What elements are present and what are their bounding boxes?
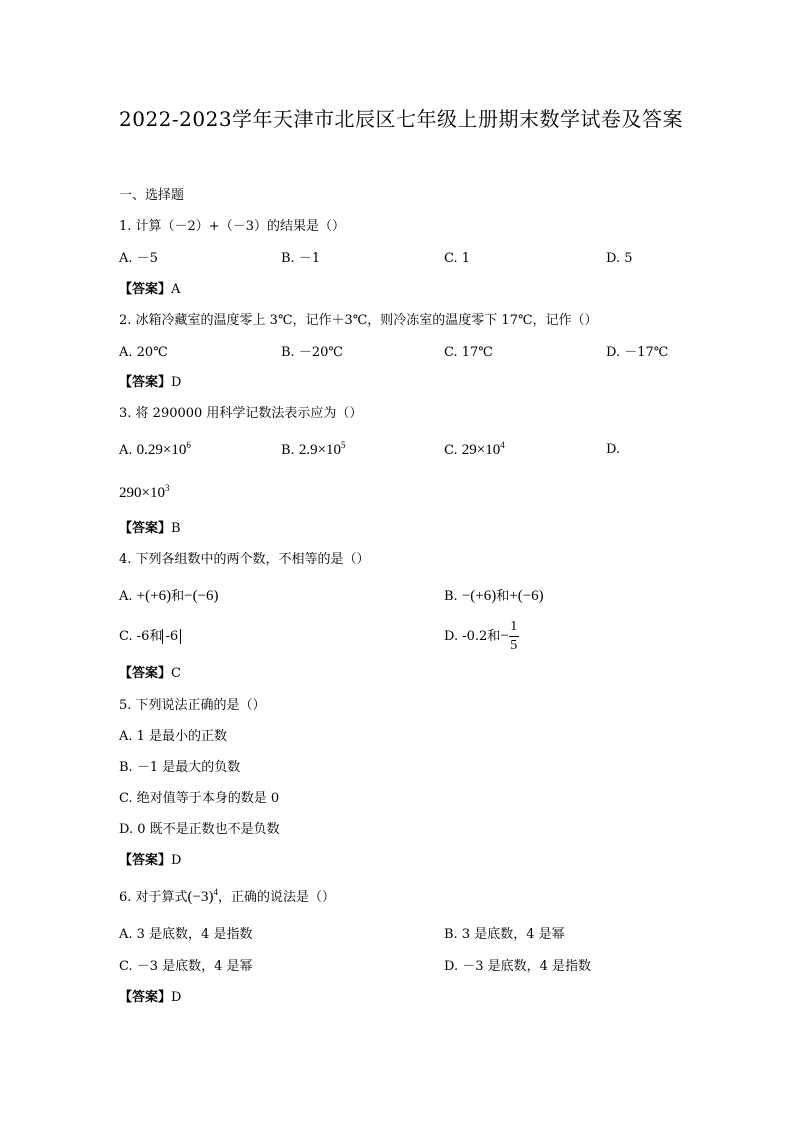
question-2-stem: 2. 冰箱冷藏室的温度零上 3℃，记作＋3℃，则冷冻室的温度零下 17℃，记作（） [119, 313, 598, 328]
q2-option-b: B. －20℃ [281, 345, 343, 360]
q4-answer [119, 665, 181, 683]
stem-math: $(-3)^4$ [187, 887, 218, 905]
q2-option-c: C. 17℃ [444, 345, 493, 360]
answer-label: 【答案】 [119, 375, 172, 390]
option-letter: C. [119, 629, 133, 644]
answer-value: D [171, 853, 182, 868]
answer-value: C [171, 666, 181, 681]
question-4-stem: 4. 下列各组数中的两个数，不相等的是（） [119, 552, 370, 567]
answer-value: D [171, 375, 182, 390]
q5-option-d: D. 0 既不是正数也不是负数 [119, 822, 280, 837]
q2-option-a: A. 20℃ [119, 345, 168, 360]
answer-value: B [171, 521, 181, 536]
q5-option-a: A. 1 是最小的正数 [119, 729, 228, 744]
q1-option-d: D. 5 [606, 251, 633, 266]
answer-value: A [171, 282, 181, 297]
q4-option-d: D. -0.2和− $\frac{1}{5}$ [444, 619, 518, 653]
question-6-stem: 6. 对于算式$(-3)^4$，正确的说法是（） [119, 887, 336, 905]
option-letter: C. [444, 443, 458, 458]
q4-option-b: B. −(+6)和+(−6) [444, 588, 544, 604]
option-math: $2.9\times 10^5$ [298, 440, 346, 458]
page-title: 2022-2023学年天津市北辰区七年级上册期末数学试卷及答案 [119, 107, 684, 131]
q3-option-c [444, 441, 505, 460]
q3-option-b [281, 441, 346, 460]
option-letter: A. [119, 443, 133, 458]
option-letter: B. [281, 443, 295, 458]
option-letter: D. [444, 629, 459, 644]
q4-option-a: A. +(+6)和−(−6) [119, 588, 219, 604]
q5-answer [119, 852, 181, 870]
answer-label: 【答案】 [119, 990, 172, 1005]
absolute-value: -6 [162, 629, 181, 644]
q5-option-b: B. －1 是最大的负数 [119, 760, 241, 775]
answer-label: 【答案】 [119, 282, 172, 297]
q1-answer [119, 281, 180, 299]
q3-option-d: D. [606, 442, 621, 457]
answer-value: D [171, 990, 182, 1005]
option-letter: A. [119, 589, 133, 604]
q5-option-c: C. 绝对值等于本身的数是 0 [119, 791, 280, 806]
q2-answer [119, 374, 181, 392]
q4-option-c: C. -6和 -6 [119, 628, 181, 646]
answer-label: 【答案】 [119, 853, 172, 868]
q1-option-b: B. －1 [281, 251, 321, 266]
q3-answer [119, 520, 181, 538]
option-math: $0.29\times 10^6$ [136, 440, 191, 458]
q1-option-a: A. －5 [119, 251, 158, 266]
q1-option-c: C. 1 [444, 251, 471, 266]
question-5-stem: 5. 下列说法正确的是（） [119, 698, 266, 713]
q6-option-c: C. －3 是底数，4 是幂 [119, 959, 253, 974]
answer-label: 【答案】 [119, 666, 172, 681]
option-math: $29\times 10^4$ [461, 440, 505, 458]
question-1-stem: 1. 计算（－2）+（－3）的结果是（） [119, 219, 345, 234]
option-letter: B. [444, 589, 458, 604]
section-heading: 一、选择题 [119, 188, 185, 203]
q2-option-d: D. －17℃ [606, 345, 669, 360]
q6-answer [119, 989, 181, 1007]
q3-option-d-math [119, 484, 169, 503]
q3-option-a [119, 441, 191, 460]
option-math: $290\times 10^3$ [119, 483, 170, 501]
question-3-stem: 3. 将 290000 用科学记数法表示应为（） [119, 406, 363, 421]
q6-option-b: B. 3 是底数，4 是幂 [444, 927, 565, 942]
q6-option-a: A. 3 是底数，4 是指数 [119, 927, 253, 942]
q6-option-d: D. －3 是底数，4 是指数 [444, 959, 592, 974]
answer-label: 【答案】 [119, 521, 172, 536]
fraction: $\frac{1}{5}$ [510, 619, 518, 653]
